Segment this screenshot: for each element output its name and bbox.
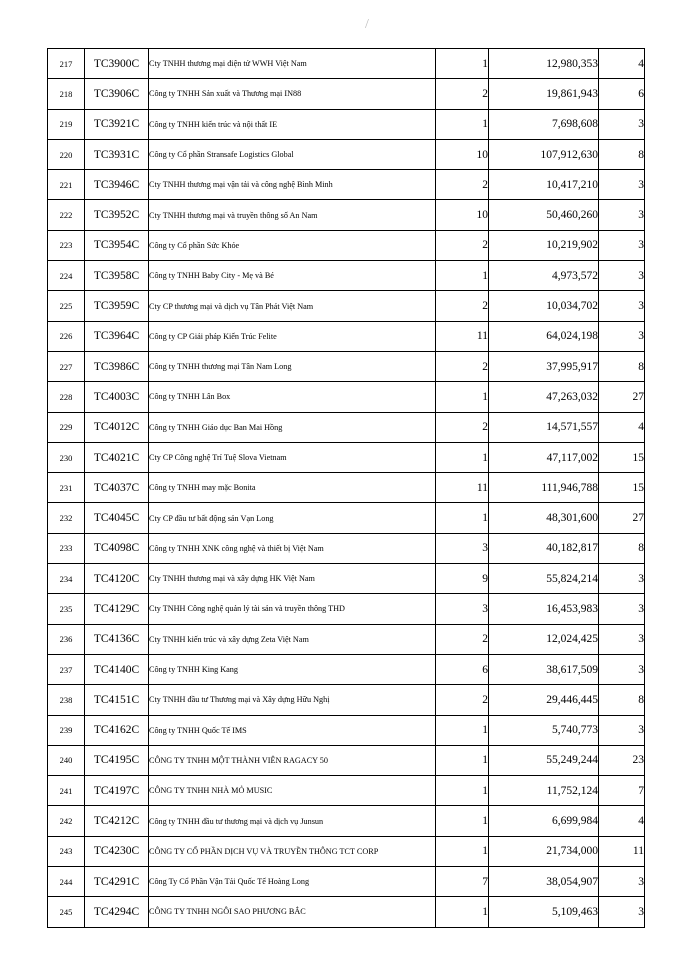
row-number-cell: 231 (48, 473, 85, 503)
row-number-cell: 221 (48, 170, 85, 200)
company-name-cell: Công ty CP Giải pháp Kiến Trúc Felite (149, 321, 436, 351)
amount-cell: 37,995,917 (489, 351, 599, 381)
customer-code-cell: TC4129C (85, 594, 149, 624)
company-name-cell: Cty TNHH thương mại điện tử WWH Việt Nam (149, 49, 436, 79)
count-cell: 4 (599, 49, 645, 79)
company-name-cell: Công ty TNHH Baby City - Mẹ và Bé (149, 261, 436, 291)
count-cell: 4 (599, 806, 645, 836)
customer-code-cell: TC3906C (85, 79, 149, 109)
quantity-cell: 2 (436, 624, 489, 654)
quantity-cell: 2 (436, 79, 489, 109)
row-number-cell: 241 (48, 776, 85, 806)
table-row (48, 109, 645, 139)
customer-code-cell: TC4294C (85, 897, 149, 927)
company-name-cell: Công ty TNHH may mặc Bonita (149, 473, 436, 503)
table-row (48, 291, 645, 321)
amount-cell: 38,054,907 (489, 867, 599, 897)
table-row (48, 806, 645, 836)
company-name-cell: Cty CP đầu tư bất động sản Vạn Long (149, 503, 436, 533)
table-row (48, 897, 645, 927)
customer-code-cell: TC4003C (85, 382, 149, 412)
amount-cell: 11,752,124 (489, 776, 599, 806)
row-number-cell: 224 (48, 261, 85, 291)
quantity-cell: 1 (436, 836, 489, 866)
quantity-cell: 7 (436, 867, 489, 897)
quantity-cell: 2 (436, 230, 489, 260)
count-cell: 27 (599, 382, 645, 412)
quantity-cell: 1 (436, 261, 489, 291)
company-name-cell: Công ty TNHH Sản xuất và Thương mại IN88 (149, 79, 436, 109)
amount-cell: 16,453,983 (489, 594, 599, 624)
row-number-cell: 218 (48, 79, 85, 109)
customer-code-cell: TC4151C (85, 685, 149, 715)
customer-code-cell: TC4212C (85, 806, 149, 836)
row-number-cell: 222 (48, 200, 85, 230)
customer-code-cell: TC3931C (85, 139, 149, 169)
quantity-cell: 1 (436, 49, 489, 79)
table-row (48, 79, 645, 109)
count-cell: 3 (599, 261, 645, 291)
row-number-cell: 217 (48, 49, 85, 79)
count-cell: 11 (599, 836, 645, 866)
table-row (48, 594, 645, 624)
amount-cell: 4,973,572 (489, 261, 599, 291)
count-cell: 3 (599, 230, 645, 260)
company-name-cell: Công ty TNHH thương mại Tân Nam Long (149, 351, 436, 381)
row-number-cell: 228 (48, 382, 85, 412)
quantity-cell: 1 (436, 382, 489, 412)
company-name-cell: Công ty TNHH đầu tư thương mại và dịch vụ Junsun (149, 806, 436, 836)
quantity-cell: 1 (436, 109, 489, 139)
amount-cell: 5,740,773 (489, 715, 599, 745)
amount-cell: 12,024,425 (489, 624, 599, 654)
table-row (48, 776, 645, 806)
company-name-cell: Cty TNHH thương mại và xây dựng HK Việt Nam (149, 564, 436, 594)
customer-code-cell: TC3900C (85, 49, 149, 79)
row-number-cell: 245 (48, 897, 85, 927)
table-row (48, 170, 645, 200)
customer-code-cell: TC4136C (85, 624, 149, 654)
table-row (48, 564, 645, 594)
table-row (48, 836, 645, 866)
row-number-cell: 220 (48, 139, 85, 169)
quantity-cell: 2 (436, 291, 489, 321)
company-table (47, 48, 645, 928)
amount-cell: 29,446,445 (489, 685, 599, 715)
row-number-cell: 234 (48, 564, 85, 594)
count-cell: 3 (599, 715, 645, 745)
table-row (48, 685, 645, 715)
customer-code-cell: TC4230C (85, 836, 149, 866)
table-row (48, 49, 645, 79)
amount-cell: 19,861,943 (489, 79, 599, 109)
quantity-cell: 1 (436, 776, 489, 806)
customer-code-cell: TC4140C (85, 654, 149, 684)
quantity-cell: 11 (436, 473, 489, 503)
company-name-cell: CÔNG TY CỔ PHẦN DỊCH VỤ VÀ TRUYỀN THÔNG TCT CORP (149, 836, 436, 866)
table-row (48, 382, 645, 412)
table-row (48, 442, 645, 472)
row-number-cell: 237 (48, 654, 85, 684)
count-cell: 7 (599, 776, 645, 806)
row-number-cell: 226 (48, 321, 85, 351)
amount-cell: 40,182,817 (489, 533, 599, 563)
quantity-cell: 1 (436, 745, 489, 775)
row-number-cell: 235 (48, 594, 85, 624)
count-cell: 3 (599, 291, 645, 321)
table-row (48, 503, 645, 533)
customer-code-cell: TC3921C (85, 109, 149, 139)
row-number-cell: 225 (48, 291, 85, 321)
company-name-cell: Công ty Cổ phần Stransafe Logistics Global (149, 139, 436, 169)
company-name-cell: CÔNG TY TNHH NGÔI SAO PHƯƠNG BẮC (149, 897, 436, 927)
amount-cell: 48,301,600 (489, 503, 599, 533)
company-name-cell: Công ty TNHH King Kang (149, 654, 436, 684)
amount-cell: 21,734,000 (489, 836, 599, 866)
table-row (48, 321, 645, 351)
amount-cell: 55,824,214 (489, 564, 599, 594)
quantity-cell: 1 (436, 806, 489, 836)
quantity-cell: 2 (436, 685, 489, 715)
table-row (48, 867, 645, 897)
amount-cell: 7,698,608 (489, 109, 599, 139)
count-cell: 6 (599, 79, 645, 109)
table-row (48, 200, 645, 230)
company-name-cell: Công Ty Cổ Phần Vận Tải Quốc Tế Hoàng Long (149, 867, 436, 897)
amount-cell: 14,571,557 (489, 412, 599, 442)
customer-code-cell: TC3946C (85, 170, 149, 200)
count-cell: 3 (599, 170, 645, 200)
row-number-cell: 232 (48, 503, 85, 533)
quantity-cell: 2 (436, 170, 489, 200)
table-row (48, 624, 645, 654)
row-number-cell: 243 (48, 836, 85, 866)
row-number-cell: 219 (48, 109, 85, 139)
company-name-cell: Cty TNHH kiến trúc và xây dựng Zeta Việt Nam (149, 624, 436, 654)
amount-cell: 10,034,702 (489, 291, 599, 321)
quantity-cell: 3 (436, 594, 489, 624)
customer-code-cell: TC4291C (85, 867, 149, 897)
company-name-cell: Cty CP Công nghệ Trí Tuệ Slova Vietnam (149, 442, 436, 472)
amount-cell: 47,117,002 (489, 442, 599, 472)
quantity-cell: 6 (436, 654, 489, 684)
row-number-cell: 238 (48, 685, 85, 715)
company-name-cell: Cty TNHH thương mại và truyền thông số An Nam (149, 200, 436, 230)
amount-cell: 111,946,788 (489, 473, 599, 503)
customer-code-cell: TC4120C (85, 564, 149, 594)
row-number-cell: 239 (48, 715, 85, 745)
customer-code-cell: TC4162C (85, 715, 149, 745)
company-name-cell: Công ty TNHH XNK công nghệ và thiết bị Việt Nam (149, 533, 436, 563)
customer-code-cell: TC4098C (85, 533, 149, 563)
amount-cell: 12,980,353 (489, 49, 599, 79)
quantity-cell: 1 (436, 442, 489, 472)
count-cell: 8 (599, 139, 645, 169)
table-row (48, 261, 645, 291)
row-number-cell: 229 (48, 412, 85, 442)
customer-code-cell: TC3986C (85, 351, 149, 381)
table-row (48, 654, 645, 684)
row-number-cell: 242 (48, 806, 85, 836)
customer-code-cell: TC3959C (85, 291, 149, 321)
amount-cell: 38,617,509 (489, 654, 599, 684)
company-name-cell: CÔNG TY TNHH NHÀ MỎ MUSIC (149, 776, 436, 806)
count-cell: 8 (599, 533, 645, 563)
row-number-cell: 233 (48, 533, 85, 563)
company-name-cell: Công ty Cổ phần Sức Khỏe (149, 230, 436, 260)
count-cell: 3 (599, 897, 645, 927)
table-row (48, 139, 645, 169)
quantity-cell: 1 (436, 715, 489, 745)
table-body (48, 49, 645, 928)
count-cell: 3 (599, 624, 645, 654)
table-row (48, 230, 645, 260)
page-mark: / (365, 17, 369, 32)
quantity-cell: 10 (436, 139, 489, 169)
count-cell: 3 (599, 867, 645, 897)
amount-cell: 10,417,210 (489, 170, 599, 200)
customer-code-cell: TC4195C (85, 745, 149, 775)
table-row (48, 351, 645, 381)
row-number-cell: 227 (48, 351, 85, 381)
customer-code-cell: TC3964C (85, 321, 149, 351)
customer-code-cell: TC4045C (85, 503, 149, 533)
count-cell: 3 (599, 654, 645, 684)
company-name-cell: Cty TNHH Công nghệ quản lý tài sản và truyền thông THD (149, 594, 436, 624)
count-cell: 15 (599, 473, 645, 503)
count-cell: 3 (599, 321, 645, 351)
company-name-cell: Công ty TNHH kiến trúc và nội thất IE (149, 109, 436, 139)
quantity-cell: 1 (436, 897, 489, 927)
amount-cell: 5,109,463 (489, 897, 599, 927)
company-name-cell: Cty TNHH đầu tư Thương mại và Xây dựng Hữu Nghị (149, 685, 436, 715)
row-number-cell: 230 (48, 442, 85, 472)
table-row (48, 412, 645, 442)
row-number-cell: 240 (48, 745, 85, 775)
row-number-cell: 236 (48, 624, 85, 654)
count-cell: 8 (599, 685, 645, 715)
count-cell: 23 (599, 745, 645, 775)
amount-cell: 64,024,198 (489, 321, 599, 351)
count-cell: 8 (599, 351, 645, 381)
amount-cell: 47,263,032 (489, 382, 599, 412)
company-name-cell: Cty CP thương mại và dịch vụ Tân Phát Việt Nam (149, 291, 436, 321)
count-cell: 3 (599, 564, 645, 594)
amount-cell: 50,460,260 (489, 200, 599, 230)
table-row (48, 533, 645, 563)
customer-code-cell: TC4012C (85, 412, 149, 442)
company-name-cell: Công ty TNHH Lân Box (149, 382, 436, 412)
quantity-cell: 2 (436, 412, 489, 442)
quantity-cell: 1 (436, 503, 489, 533)
count-cell: 3 (599, 109, 645, 139)
customer-code-cell: TC4197C (85, 776, 149, 806)
customer-code-cell: TC4021C (85, 442, 149, 472)
table-row (48, 715, 645, 745)
quantity-cell: 10 (436, 200, 489, 230)
table-row (48, 473, 645, 503)
count-cell: 15 (599, 442, 645, 472)
company-name-cell: Công ty TNHH Giáo dục Ban Mai Hồng (149, 412, 436, 442)
quantity-cell: 9 (436, 564, 489, 594)
row-number-cell: 244 (48, 867, 85, 897)
count-cell: 3 (599, 200, 645, 230)
amount-cell: 107,912,630 (489, 139, 599, 169)
customer-code-cell: TC4037C (85, 473, 149, 503)
company-name-cell: CÔNG TY TNHH MỘT THÀNH VIÊN RAGACY 50 (149, 745, 436, 775)
customer-code-cell: TC3952C (85, 200, 149, 230)
customer-code-cell: TC3958C (85, 261, 149, 291)
quantity-cell: 11 (436, 321, 489, 351)
count-cell: 27 (599, 503, 645, 533)
quantity-cell: 3 (436, 533, 489, 563)
customer-code-cell: TC3954C (85, 230, 149, 260)
table-row (48, 745, 645, 775)
count-cell: 3 (599, 594, 645, 624)
amount-cell: 6,699,984 (489, 806, 599, 836)
amount-cell: 10,219,902 (489, 230, 599, 260)
amount-cell: 55,249,244 (489, 745, 599, 775)
count-cell: 4 (599, 412, 645, 442)
row-number-cell: 223 (48, 230, 85, 260)
company-name-cell: Công ty TNHH Quốc Tế IMS (149, 715, 436, 745)
quantity-cell: 2 (436, 351, 489, 381)
company-name-cell: Cty TNHH thương mại vận tải và công nghệ Bình Minh (149, 170, 436, 200)
